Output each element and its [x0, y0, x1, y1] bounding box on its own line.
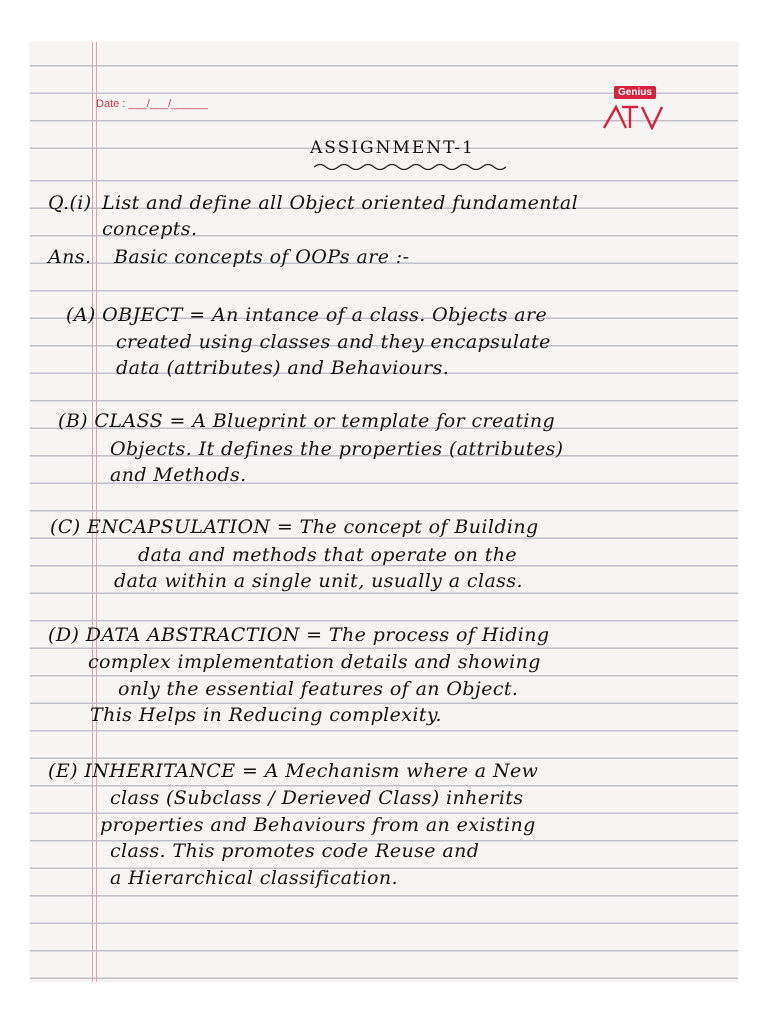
concept-line: (A) OBJECT = An intance of a class. Objects are — [66, 304, 548, 326]
page-title: ASSIGNMENT-1 — [310, 138, 475, 158]
brand-logo — [602, 104, 664, 130]
concept-line: (E) INHERITANCE = A Mechanism where a New — [48, 760, 539, 782]
concept-line: class (Subclass / Derieved Class) inherits — [110, 787, 524, 809]
concept-line: only the essential features of an Object. — [118, 678, 519, 700]
concept-line: class. This promotes code Reuse and — [110, 840, 480, 862]
concept-line: data within a single unit, usually a class. — [114, 570, 523, 592]
margin-line — [96, 42, 97, 982]
concept-line: (B) CLASS = A Blueprint or template for creating — [58, 410, 556, 432]
concept-line: data and methods that operate on the — [138, 544, 518, 566]
concept-line: Objects. It defines the properties (attributes) — [110, 438, 564, 460]
concept-line: created using classes and they encapsulate — [116, 331, 551, 353]
question-label: Q.(i) — [48, 192, 92, 214]
concept-line: and Methods. — [110, 464, 247, 486]
notebook-page — [30, 42, 738, 982]
concept-line: This Helps in Reducing complexity. — [90, 704, 442, 726]
concept-line: (D) DATA ABSTRACTION = The process of Hiding — [48, 624, 550, 646]
concept-line: a Hierarchical classification. — [110, 867, 398, 889]
question-line: List and define all Object oriented fundamental — [102, 192, 579, 214]
question-line: concepts. — [102, 218, 198, 240]
concept-line: (C) ENCAPSULATION = The concept of Building — [50, 516, 539, 538]
answer-intro: Basic concepts of OOPs are :- — [114, 246, 410, 268]
answer-label: Ans. — [48, 246, 92, 268]
concept-line: complex implementation details and showing — [88, 651, 541, 673]
margin-line — [92, 42, 93, 982]
concept-line: properties and Behaviours from an existing — [100, 814, 536, 836]
brand-name: Genius — [614, 86, 656, 99]
concept-line: data (attributes) and Behaviours. — [116, 357, 450, 379]
date-field: Date : ___/___/______ — [96, 98, 208, 110]
title-underline — [312, 162, 512, 172]
